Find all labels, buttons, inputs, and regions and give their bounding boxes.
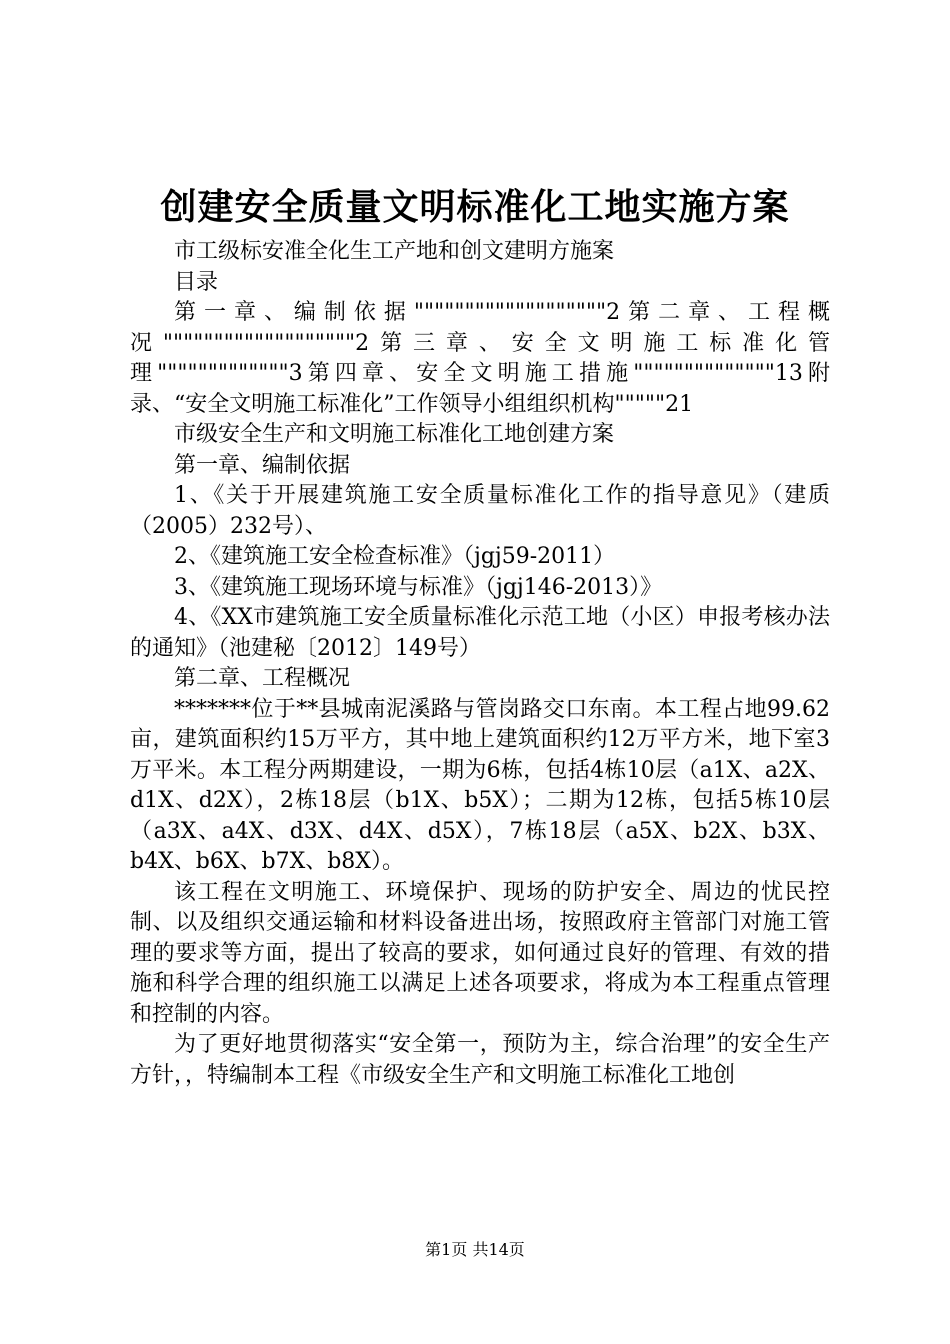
basis-item-4: 4、《XX市建筑施工安全质量标准化示范工地（小区）申报考核办法的通知》（池建秘〔2012〕149号）: [130, 605, 830, 661]
plan-heading: 市级安全生产和文明施工标准化工地创建方案: [174, 422, 615, 447]
subtitle-paragraph: 市工级标安准全化生工产地和创文建明方施案: [174, 239, 615, 264]
toc-heading: 目录: [174, 269, 219, 295]
page-footer: 第1页 共14页: [425, 1240, 525, 1259]
toc-entries: 第一章、编制依据"""""""""""""""""""2第二章、工程概况"""""""""""""""""""2第三章、安全文明施工标准化管理"""""""""""""3第四章、安全文明施工措施""""""""""""""13附录、“安全文明施工标准化”工作领导小组组织机构"""""21: [130, 300, 830, 417]
project-overview-paragraph: *******位于**县城南泥溪路与管岗路交口东南。本工程占地99.62亩，建筑面积约15万平方，其中地上建筑面积约12万平方米，地下室3万平米。本工程分两期建设，一期为6栋，包括4栋10层（a1X、a2X、d1X、d2X），2栋18层（b1X、b5X）；二期为12栋，包括5栋10层（a3X、a4X、d3X、d4X、d5X），7栋18层（a5X、b2X、b3X、b4X、b6X、b7X、b8X）。: [130, 696, 830, 874]
requirements-paragraph: 该工程在文明施工、环境保护、现场的防护安全、周边的忧民控制、以及组织交通运输和材料设备进出场，按照政府主管部门对施工管理的要求等方面，提出了较高的要求，如何通过良好的管理、有效的措施和科学合理的组织施工以满足上述各项要求，将成为本工程重点管理和控制的内容。: [130, 879, 830, 1027]
document-title: 创建安全质量文明标准化工地实施方案: [160, 187, 790, 228]
document-body: [130, 237, 830, 1091]
chapter-1-heading: 第一章、编制依据: [174, 452, 351, 478]
chapter-2-heading: 第二章、工程概况: [174, 666, 351, 691]
basis-item-3: 3、《建筑施工现场环境与标准》（jgj146-2013）》: [174, 574, 663, 600]
basis-item-1: 1、《关于开展建筑施工安全质量标准化工作的指导意见》（建质（2005）232号）、: [130, 483, 830, 539]
basis-item-2: 2、《建筑施工安全检查标准》（jgj59-2011）: [174, 544, 616, 569]
purpose-paragraph: 为了更好地贯彻落实“安全第一，预防为主，综合治理”的安全生产方针，，特编制本工程《市级安全生产和文明施工标准化工地创: [130, 1032, 830, 1088]
